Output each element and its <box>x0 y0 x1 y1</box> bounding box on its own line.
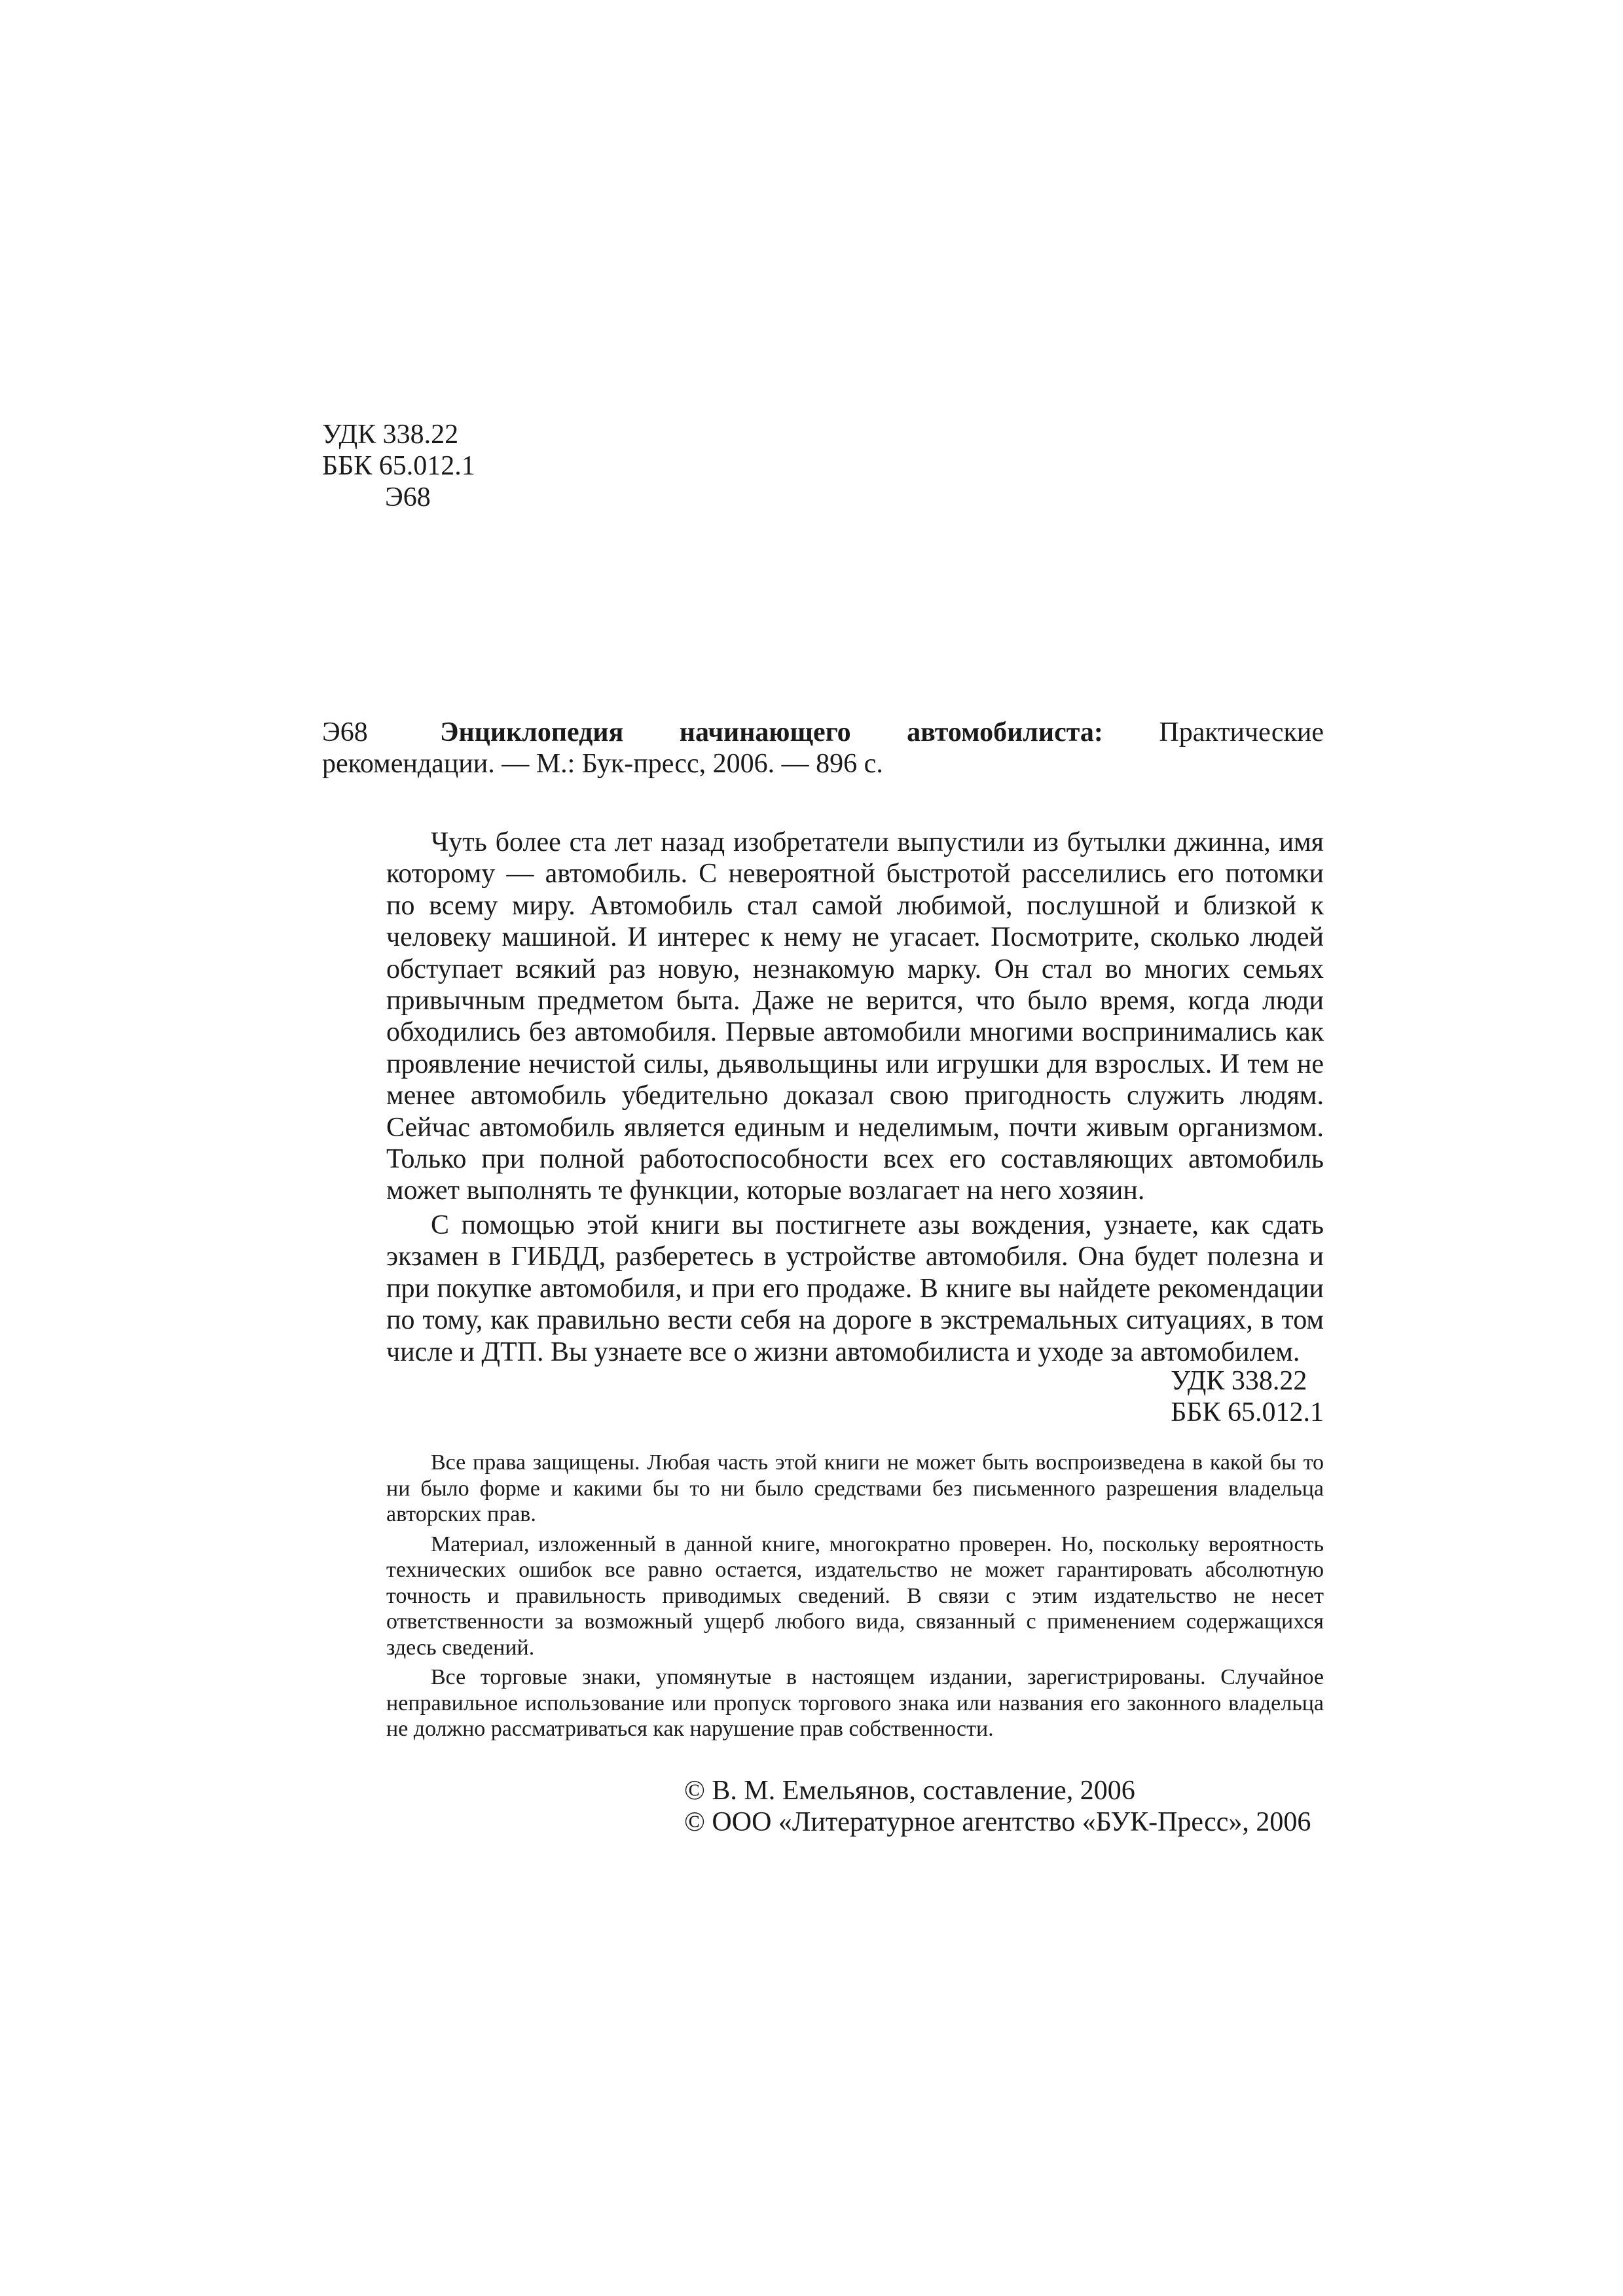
copyright-compiler: © В. М. Емельянов, составление, 2006 <box>684 1776 1135 1806</box>
catalog-bottom <box>1171 1365 1324 1428</box>
copyright-publisher: © ООО «Литературное агентство «БУК-Пресс», 2006 <box>684 1807 1311 1837</box>
notice-paragraph-3: Все торговые знаки, упомянутые в настоящем издании, зарегистрированы. Случайное неправильное использование или пропуск торгового знака или названия его законного владельца не должно рассматриваться как нарушение прав собственности. <box>386 1665 1324 1741</box>
bibliography-code: Э68 <box>322 717 368 747</box>
notice-paragraph-2: Материал, изложенный в данной книге, многократно проверен. Но, поскольку вероятность технических ошибок все равно остается, издательство не может гарантировать абсолютную точность и правильность приводимых сведений. В связи с этим издательство не несет ответственности за возможный ущерб любого вида, связанный с применением содержащихся здесь сведений. <box>386 1532 1324 1660</box>
udk-bottom: УДК 338.22 <box>1171 1366 1307 1396</box>
book-title: Энциклопедия начинающего автомобилиста: <box>440 717 1103 747</box>
bibliography-entry <box>322 717 1324 780</box>
abstract-paragraph-2: С помощью этой книги вы постигнете азы вождения, узнаете, как сдать экзамен в ГИБДД, разберетесь в устройстве автомобиля. Она будет полезна и при покупке автомобиля, и при его продаже. В книге вы найдете рекомендации по тому, как правильно вести себя на дороге в экстремальных ситуациях, в том числе и ДТП. Вы узнаете все о жизни автомобилиста и уходе за автомобилем. <box>386 1210 1324 1367</box>
bibliography-details: Практические рекомендации. — М.: Бук-пресс, 2006. — 896 с. <box>322 717 1324 779</box>
abstract <box>386 827 1324 1368</box>
copyright-block <box>684 1775 1311 1838</box>
catalog-top <box>322 419 475 513</box>
udk-top: УДК 338.22 <box>322 420 459 450</box>
rights-notice <box>386 1450 1324 1742</box>
bbk-top: ББК 65.012.1 <box>322 451 475 481</box>
notice-paragraph-1: Все права защищены. Любая часть этой книги не может быть воспроизведена в какой бы то ни было форме и какими бы то ни было средствами без письменного разрешения владельца авторских прав. <box>386 1450 1324 1526</box>
author-mark-top: Э68 <box>385 482 431 512</box>
abstract-paragraph-1: Чуть более ста лет назад изобретатели выпустили из бутылки джинна, имя которому — автомобиль. С невероятной быстротой расселились его потомки по всему миру. Автомобиль стал самой любимой, послушной и близкой к человеку машиной. И интерес к нему не угасает. Посмотрите, сколько людей обступает всякий раз новую, незнакомую марку. Он стал во многих семьях привычным предметом быта. Даже не верится, что было время, когда люди обходились без автомобиля. Первые автомобили многими воспринимались как проявление нечистой силы, дьявольщины или игрушки для взрослых. И тем не менее автомобиль убедительно доказал свою пригодность служить людям. Сейчас автомобиль является единым и неделимым, почти живым организмом. Только при полной работоспособности всех его составляющих автомобиль может выполнять те функции, которые возлагает на него хозяин. <box>386 827 1324 1206</box>
bbk-bottom: ББК 65.012.1 <box>1171 1397 1324 1427</box>
